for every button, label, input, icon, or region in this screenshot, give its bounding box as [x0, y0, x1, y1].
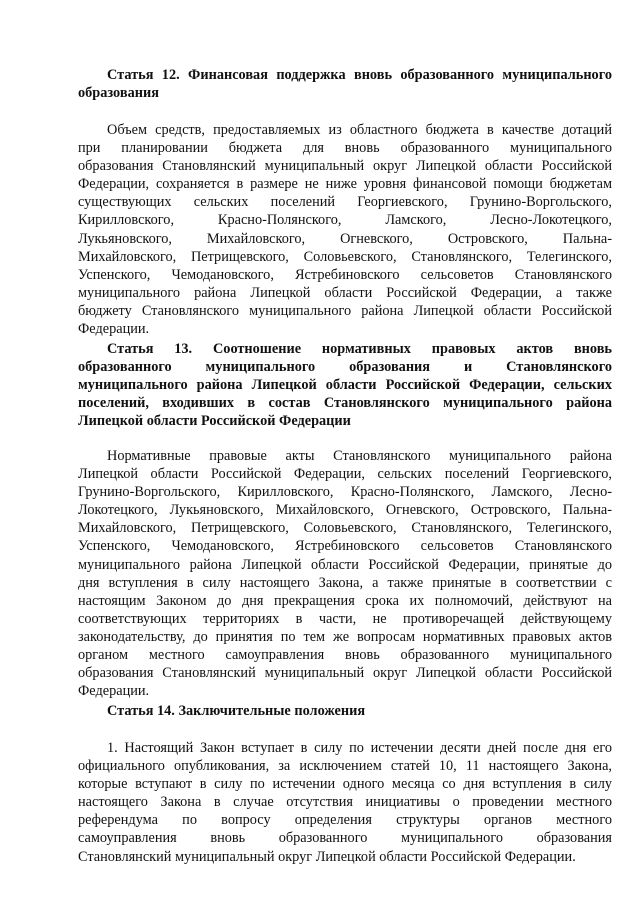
paragraph-line: Михайловского, Петрищевского, Соловьевского, Становлянского, Телегинского, [78, 520, 612, 537]
paragraph-line: существующих сельских поселений Георгиевского, Грунино-Воргольского, [78, 194, 612, 211]
paragraph-line: при планировании бюджета для вновь образованного муниципального [78, 140, 612, 157]
paragraph-line: соответствующих территориях в части, не противоречащей действующему [78, 610, 612, 627]
paragraph-line: муниципального района Липецкой области Российской Федерации, принятые до [78, 556, 612, 573]
paragraph-line: Кирилловского, Красно-Полянского, Ламского, Лесно-Локотецкого, [78, 212, 612, 229]
paragraph-line: Успенского, Чемодановского, Ястребиновского сельсоветов Становлянского [78, 538, 612, 555]
article-14-heading [78, 702, 612, 720]
paragraph-line: Лукьяновского, Михайловского, Огневского, Островского, Пальна- [78, 230, 612, 247]
heading-line: Статья 12. Финансовая поддержка вновь образованного муниципального [107, 67, 612, 83]
heading-line: Статья 13. Соотношение нормативных правовых актов вновь [107, 341, 612, 357]
article-13-paragraph [78, 447, 612, 700]
paragraph-line: Успенского, Чемодановского, Ястребиновского сельсоветов Становлянского [78, 266, 612, 283]
paragraph-line: образования Становлянский муниципальный округ Липецкой области Российской [78, 158, 612, 175]
paragraph-line: 1. Настоящий Закон вступает в силу по истечении десяти дней после дня его [107, 740, 612, 756]
paragraph-line: Михайловского, Петрищевского, Соловьевского, Становлянского, Телегинского, [78, 248, 612, 265]
paragraph-line: дня вступления в силу настоящего Закона, а также принятые в соответствии с [78, 574, 612, 591]
heading-line: Статья 14. Заключительные положения [107, 703, 366, 719]
paragraph-line: бюджету Становлянского муниципального района Липецкой области Российской [78, 302, 612, 319]
article-14-paragraph [78, 739, 612, 866]
paragraph-line: Объем средств, предоставляемых из областного бюджета в качестве дотаций [107, 122, 612, 138]
paragraph-line: Нормативные правовые акты Становлянского муниципального района [107, 448, 612, 464]
paragraph-line: Становлянский муниципальный округ Липецкой области Российской Федерации. [78, 848, 576, 865]
paragraph-line: органом местного самоуправления вновь образованного муниципального [78, 647, 612, 664]
paragraph-line: Федерации, сохраняется в размере не ниже уровня финансовой помощи бюджетам [78, 176, 612, 193]
paragraph-line: самоуправления вновь образованного муниципального образования [78, 830, 612, 847]
heading-line: муниципального района Липецкой области Российской Федерации, сельских [78, 377, 612, 394]
article-12-heading [78, 66, 612, 102]
paragraph-line: Грунино-Воргольского, Кирилловского, Красно-Полянского, Ламского, Лесно- [78, 484, 612, 501]
article-13-heading [78, 340, 612, 430]
paragraph-line: Федерации. [78, 321, 150, 338]
paragraph-line: муниципального района Липецкой области Российской Федерации, а также [78, 284, 612, 301]
paragraph-line: Липецкой области Российской Федерации, сельских поселений Георгиевского, [78, 466, 612, 483]
paragraph-line: Локотецкого, Лукьяновского, Михайловского, Огневского, Островского, Пальна- [78, 502, 612, 519]
heading-line: поселений, входивших в состав Становлянского муниципального района [78, 395, 612, 412]
heading-line: образования [78, 85, 159, 102]
paragraph-line: законодательству, до принятия по тем же вопросам нормативных правовых актов [78, 628, 612, 645]
paragraph-line: референдума по вопросу определения структуры органов местного [78, 812, 612, 829]
paragraph-line: которые вступают в силу по истечении одного месяца со дня вступления в силу [78, 776, 612, 793]
paragraph-line: Федерации. [78, 683, 150, 700]
paragraph-line: образования Становлянский муниципальный округ Липецкой области Российской [78, 665, 612, 682]
paragraph-line: настоящего Закона в случае отсутствия инициативы о проведении местного [78, 794, 612, 811]
article-12-paragraph [78, 121, 612, 338]
paragraph-line: настоящим Законом до дня прекращения срока их полномочий, действуют на [78, 592, 612, 609]
paragraph-line: официального опубликования, за исключением статей 10, 11 настоящего Закона, [78, 758, 612, 775]
heading-line: Липецкой области Российской Федерации [78, 413, 351, 430]
heading-line: образованного муниципального образования и Становлянского [78, 359, 612, 376]
